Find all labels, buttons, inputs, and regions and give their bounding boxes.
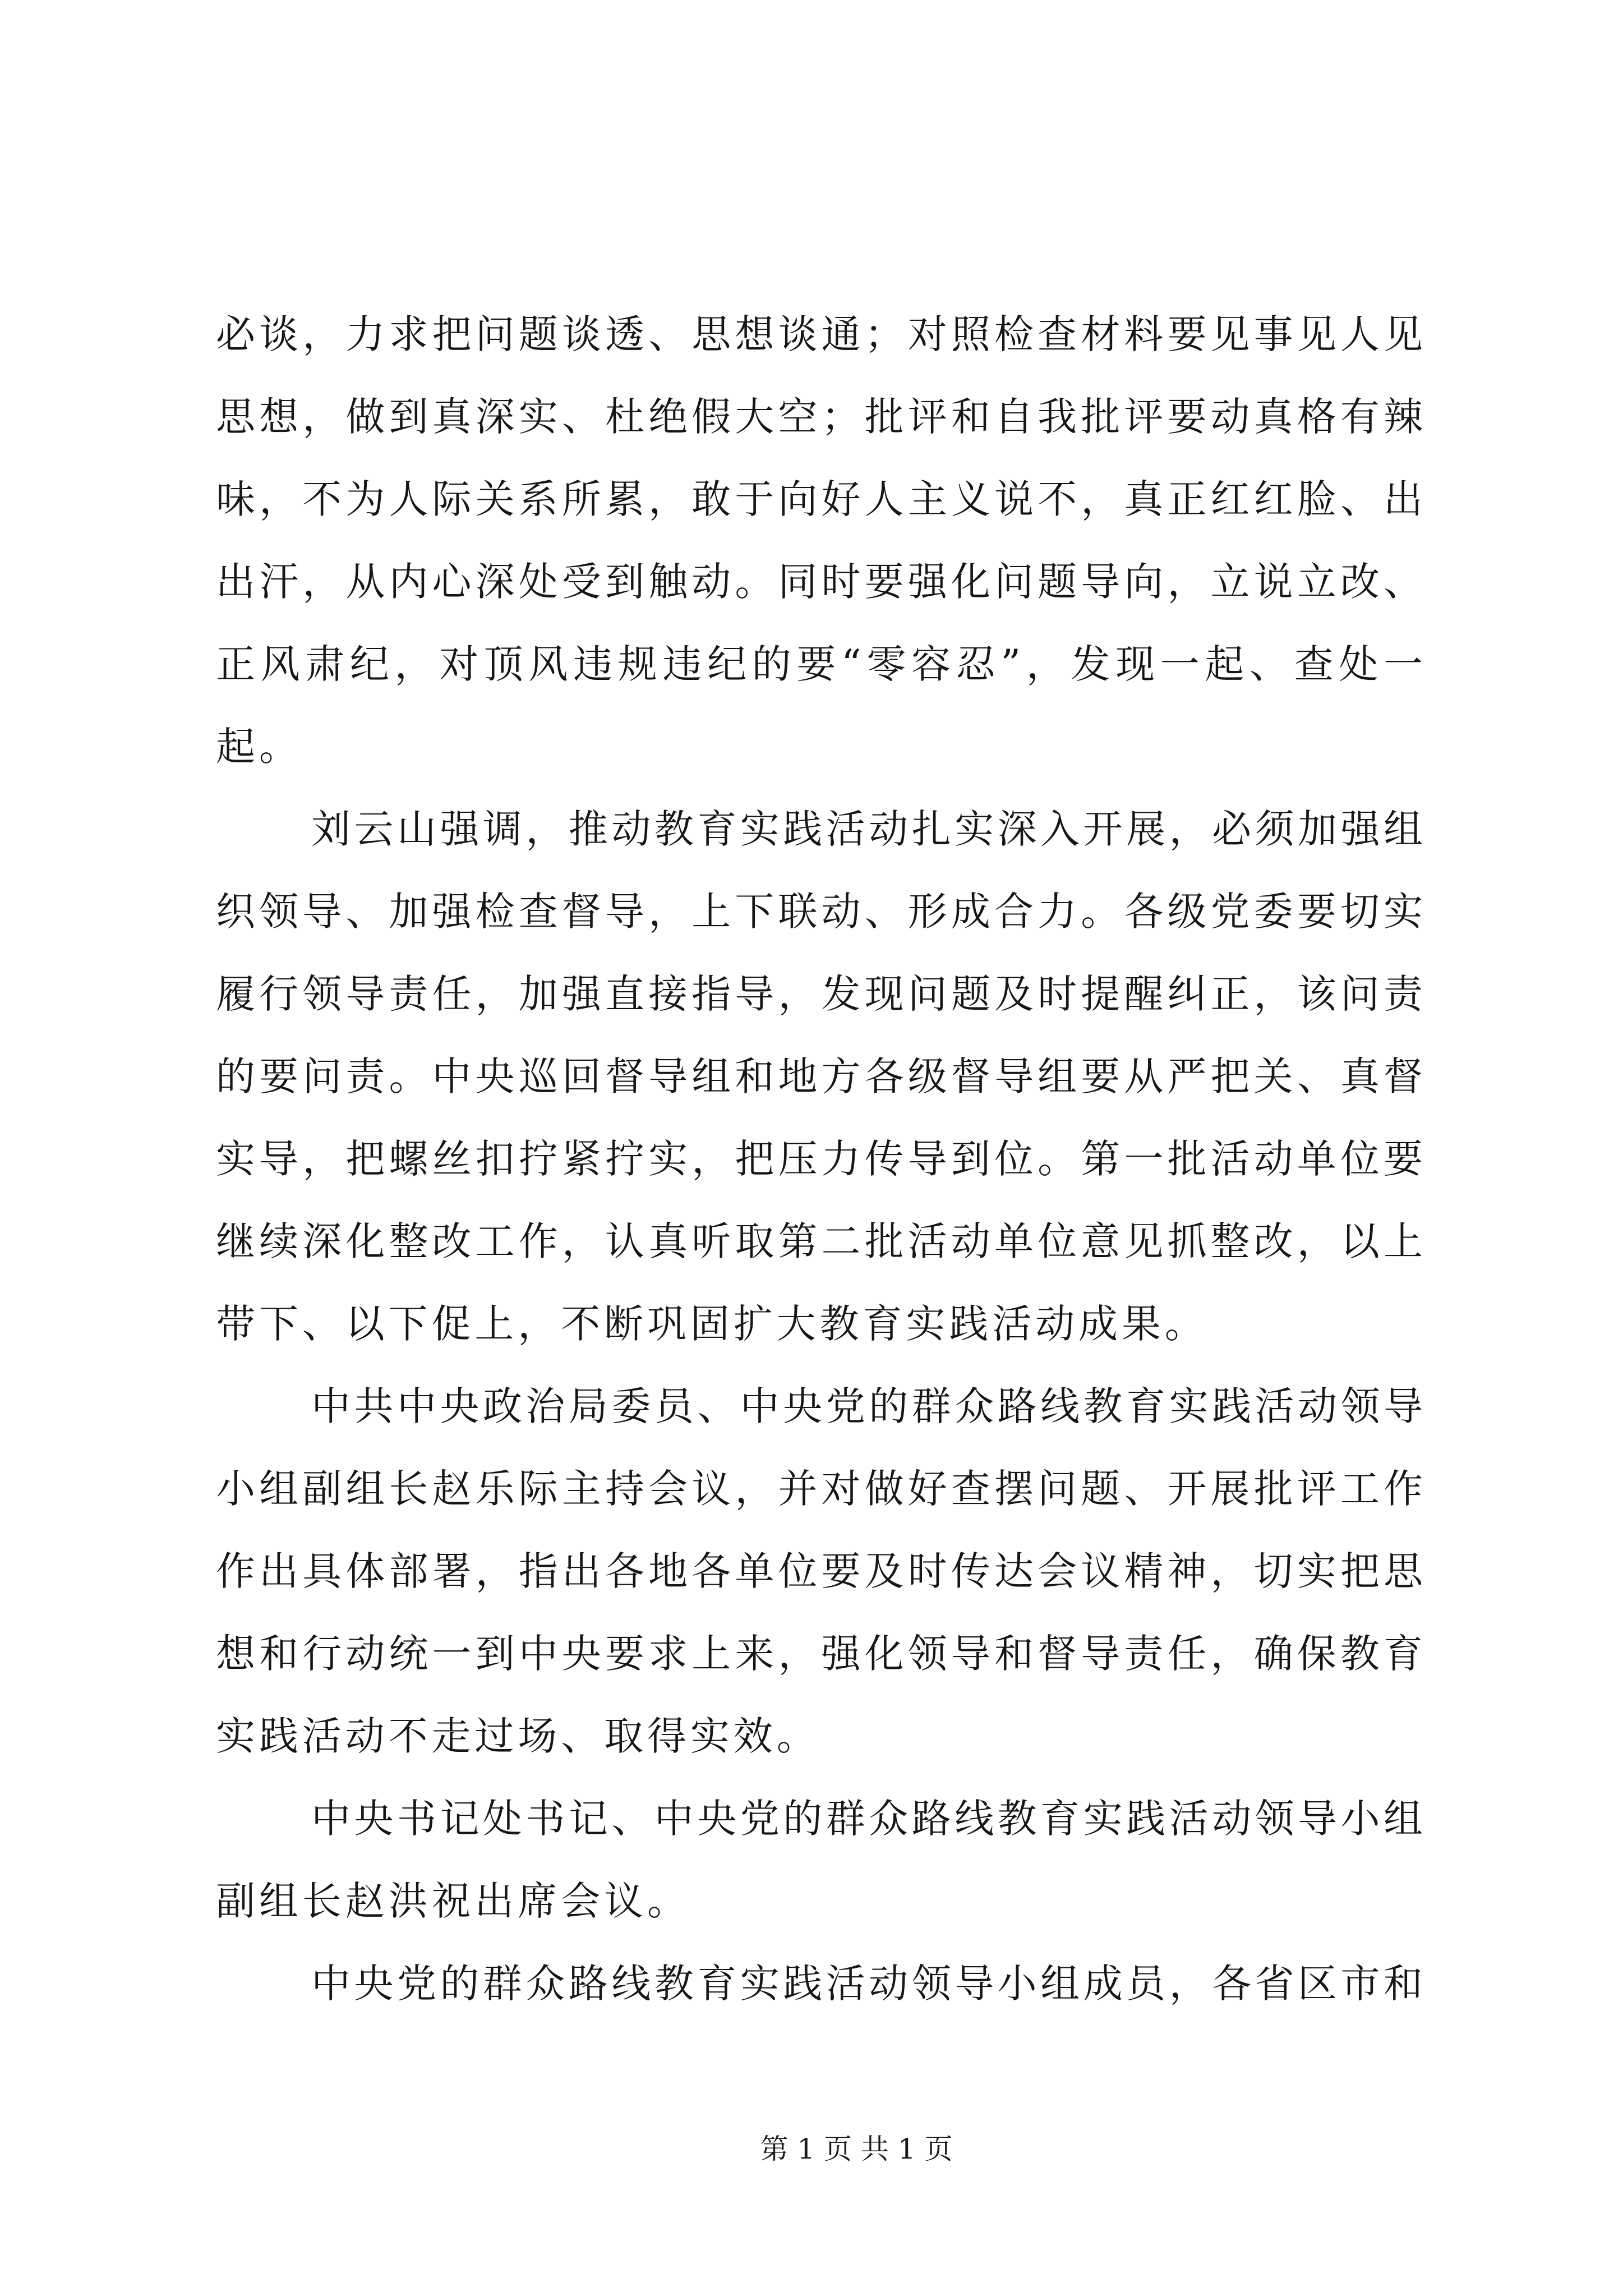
text-line: 履行领导责任，加强直接指导，发现问题及时提醒纠正，该问责 bbox=[216, 971, 1423, 1017]
text-line: 副组长赵洪祝出席会议。 bbox=[216, 1878, 690, 1924]
text-line: 正风肃纪，对顶风违规违纪的要“零容忍”，发现一起、查处一 bbox=[216, 641, 1423, 687]
text-line: 实导，把螺丝扣拧紧拧实，把压力传导到位。第一批活动单位要 bbox=[216, 1136, 1423, 1182]
text-line: 中央党的群众路线教育实践活动领导小组成员，各省区市和 bbox=[311, 1961, 1423, 2007]
text-line: 织领导、加强检查督导，上下联动、形成合力。各级党委要切实 bbox=[216, 889, 1423, 935]
text-line: 中央书记处书记、中央党的群众路线教育实践活动领导小组 bbox=[311, 1796, 1423, 1842]
paragraph bbox=[216, 788, 1423, 1365]
paragraph bbox=[216, 1778, 1423, 1943]
paragraph bbox=[216, 1943, 1423, 2025]
text-line: 起。 bbox=[216, 724, 302, 770]
page-number-footer: 第 1 页 共 1 页 bbox=[760, 2133, 953, 2165]
text-line: 作出具体部署，指出各地各单位要及时传达会议精神，切实把思 bbox=[216, 1548, 1423, 1594]
text-line: 中共中央政治局委员、中央党的群众路线教育实践活动领导 bbox=[311, 1383, 1423, 1429]
text-line: 实践活动不走过场、取得实效。 bbox=[216, 1713, 820, 1759]
text-line: 小组副组长赵乐际主持会议，并对做好查摆问题、开展批评工作 bbox=[216, 1466, 1423, 1512]
text-line: 想和行动统一到中央要求上来，强化领导和督导责任，确保教育 bbox=[216, 1631, 1423, 1677]
text-line: 必谈，力求把问题谈透、思想谈通；对照检查材料要见事见人见 bbox=[216, 311, 1423, 357]
text-line: 继续深化整改工作，认真听取第二批活动单位意见抓整改，以上 bbox=[216, 1218, 1423, 1264]
paragraph bbox=[216, 1365, 1423, 1778]
document-body bbox=[216, 293, 1423, 2025]
text-line: 味，不为人际关系所累，敢于向好人主义说不，真正红红脸、出 bbox=[216, 476, 1423, 522]
text-line: 刘云山强调，推动教育实践活动扎实深入开展，必须加强组 bbox=[311, 806, 1423, 852]
text-line: 出汗，从内心深处受到触动。同时要强化问题导向，立说立改、 bbox=[216, 559, 1423, 605]
text-line: 的要问责。中央巡回督导组和地方各级督导组要从严把关、真督 bbox=[216, 1053, 1423, 1099]
paragraph bbox=[216, 293, 1423, 788]
text-line: 带下、以下促上，不断巩固扩大教育实践活动成果。 bbox=[216, 1301, 1208, 1347]
text-line: 思想，做到真深实、杜绝假大空；批评和自我批评要动真格有辣 bbox=[216, 394, 1423, 440]
